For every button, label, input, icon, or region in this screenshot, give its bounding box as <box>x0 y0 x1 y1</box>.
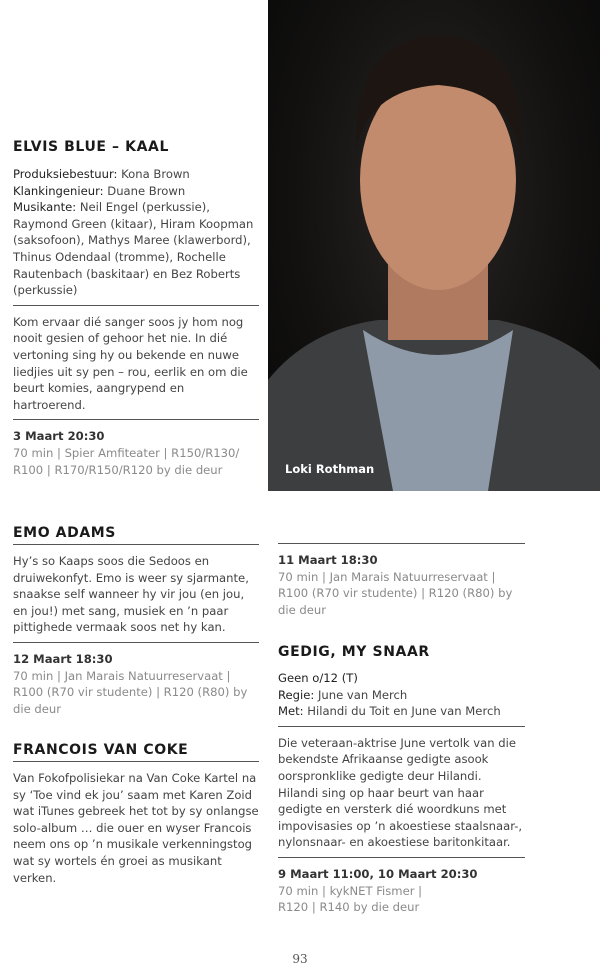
divider <box>278 726 525 727</box>
credit-value: Neil Engel (perkussie), Raymond Green (kitaar), Hiram Koopman (saksofoon), Mathys Maree (klawerbord), Thinus Odendaal (tromme), Rochelle Rautenbach (baskitaar) en Bez Roberts (perkussie) <box>13 200 254 298</box>
event-info: 70 min | Jan Marais Natuurreservaat | R100 (R70 vir studente) | R120 (R80) by die deur <box>278 569 513 617</box>
event-description: Van Fokofpolisiekar na Van Coke Kartel na sy ‘Toe vind ek jou’ saam met Karen Zoid wat iTunes gebreek het tot by sy onlangse solo-album … die ouer en wyser Francois neem ons op ’n musikale verkenningstog wat sy wortels én groei as musikant verken. <box>13 771 259 885</box>
credit-label: Musikante: <box>13 200 77 215</box>
event-description: Kom ervaar dié sanger soos jy hom nog nooit gesien of gehoor het nie. In dié vertoning sing hy ou bekende en nuwe liedjies uit sy pen – rou, eerlik en om die beurt komies, aangrypend en hartroerend. <box>13 314 248 412</box>
event-gedig-my-snaar <box>278 643 525 916</box>
event-emo-adams <box>13 524 259 717</box>
credit-value: June van Merch <box>314 687 408 702</box>
credit-label: Klankingenieur: <box>13 183 104 198</box>
divider <box>13 419 259 420</box>
portrait-photo <box>268 0 600 491</box>
event-title: FRANCOIS VAN COKE <box>13 742 189 758</box>
page-number: 93 <box>292 952 308 966</box>
divider <box>278 543 525 544</box>
photo-caption: Loki Rothman <box>285 462 375 476</box>
event-title: GEDIG, MY SNAAR <box>278 644 430 660</box>
event-date: 12 Maart 18:30 <box>13 651 113 666</box>
event-description: Hy’s so Kaaps soos die Sedoos en druiwekonfyt. Emo is weer sy sjarmante, snaakse self wanneer hy vir jou (en jou, en jou!) met sang, musiek en ’n paar pittighede vermaak soos net hy kan. <box>13 554 249 635</box>
event-info: 70 min | Spier Amfiteater | R150/R130/ R100 | R170/R150/R120 by die deur <box>13 445 240 477</box>
credit-value: Kona Brown <box>117 167 190 181</box>
divider <box>13 761 259 762</box>
portrait-illustration <box>268 0 600 491</box>
event-info: 70 min | kykNET Fismer | R120 | R140 by die deur <box>278 883 423 915</box>
event-date: 9 Maart 11:00, 10 Maart 20:30 <box>278 866 478 881</box>
event-francois-details <box>278 537 525 618</box>
event-elvis-blue <box>13 138 259 478</box>
event-date: 11 Maart 18:30 <box>278 553 378 567</box>
event-description: Die veteraan-aktrise June vertolk van die bekendste Afrikaanse gedigte asook oorspronklike gedigte deur Hilandi. Hilandi sing op haar beurt van haar gedigte en versterk dié woordkuns met impovisasies op ’n akoestiese staalsnaar-, nylonsnaar- en akoestiese baritonkitaar. <box>278 735 523 850</box>
event-credits <box>13 166 259 299</box>
credit-value: Duane Brown <box>103 183 186 198</box>
divider <box>13 544 259 545</box>
age-rating: Geen o/12 (T) <box>278 671 358 685</box>
credit-value: Hilandi du Toit en June van Merch <box>303 704 501 719</box>
divider <box>13 305 259 306</box>
credit-label: Met: <box>278 704 304 719</box>
event-info: 70 min | Jan Marais Natuurreservaat | R100 (R70 vir studente) | R120 (R80) by die deur <box>13 668 248 716</box>
divider <box>278 857 525 858</box>
event-francois-van-coke <box>13 741 259 886</box>
divider <box>13 642 259 643</box>
credit-label: Regie: <box>278 687 315 702</box>
event-credits <box>278 670 525 720</box>
event-date: 3 Maart 20:30 <box>13 429 105 444</box>
event-title: ELVIS BLUE – KAAL <box>13 139 169 155</box>
credit-label: Produksiebestuur: <box>13 167 118 181</box>
event-title: EMO ADAMS <box>13 525 116 541</box>
